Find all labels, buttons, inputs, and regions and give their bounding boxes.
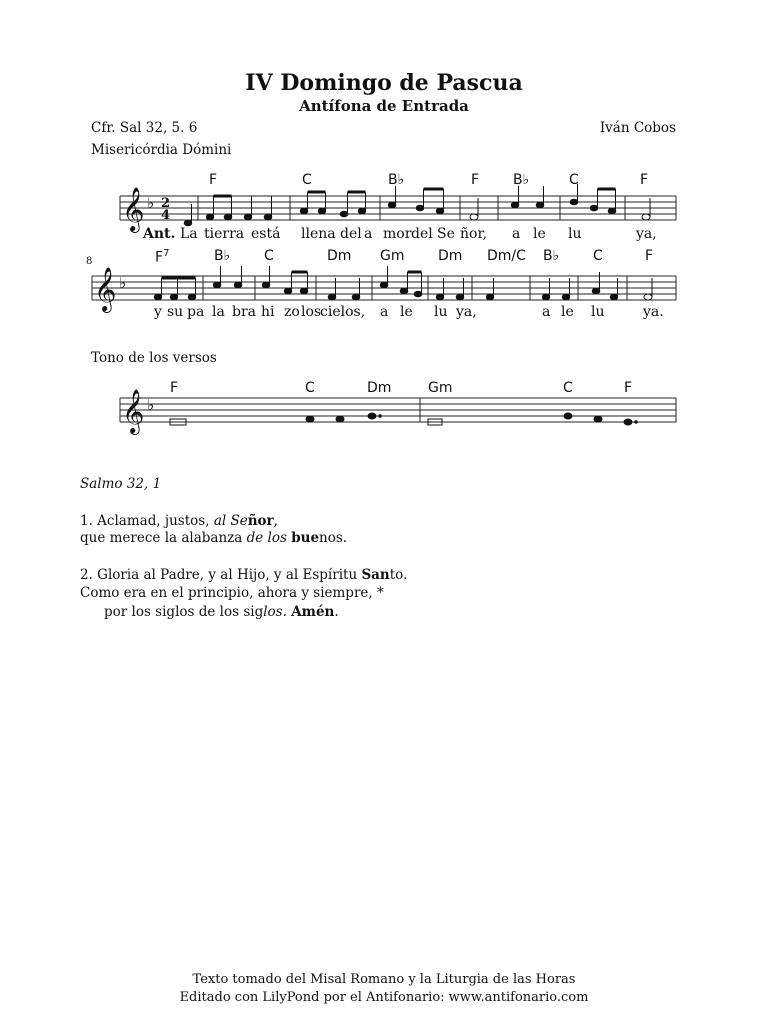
lyric-syllable: del [340, 226, 362, 242]
lyric-syllable: a [380, 304, 389, 320]
verse-text: . [334, 604, 339, 620]
lyric-syllable: bra [232, 304, 257, 320]
lyric-syllable: le [561, 304, 574, 320]
verse-text: to. [389, 567, 408, 583]
svg-text:𝄞: 𝄞 [122, 187, 145, 231]
chord-extension: 7 [163, 248, 170, 259]
chord-symbol: Dm/C [487, 248, 526, 264]
lyric-syllable: ya, [456, 304, 477, 320]
lyric-syllable: ya, [636, 226, 657, 242]
verse-text: 1. Aclamad, justos, [80, 513, 210, 529]
lyric-syllable: tierra [204, 226, 245, 242]
chord-symbol: F [471, 172, 480, 188]
verse-accent: Amén [291, 604, 335, 620]
lyric-syllable: del [411, 226, 433, 242]
svg-text:♭: ♭ [147, 194, 155, 212]
psalm-verse-line [80, 530, 347, 546]
psalm-verse-line: Como era en el principio, ahora y siempre, * [80, 585, 384, 601]
footer-credit: Editado con LilyPond por el Antifonario: www.antifonario.com [179, 990, 589, 1005]
svg-text:♭: ♭ [147, 396, 155, 414]
source-reference: Cfr. Sal 32, 5. 6 [91, 120, 198, 136]
chord-symbol: Dm [327, 248, 352, 264]
svg-text:𝄞: 𝄞 [94, 267, 117, 311]
psalm-verse-line [80, 567, 407, 583]
chord-symbol: C [593, 248, 603, 264]
chord-symbol: B♭ [388, 172, 405, 188]
lyric-syllable: ñor, [460, 226, 488, 242]
verse-text: que merece la alabanza [80, 530, 243, 546]
chord-symbol: C [305, 380, 315, 396]
footer-credit: Texto tomado del Misal Romano y la Liturgia de las Horas [192, 972, 576, 987]
svg-text:𝄞: 𝄞 [122, 389, 145, 433]
svg-text:♭: ♭ [119, 274, 127, 292]
chord-root: F [155, 249, 164, 266]
lyric-syllable: le [400, 304, 413, 320]
verse-italic: los. [263, 604, 287, 620]
verse-accent: bue [291, 530, 320, 546]
chord-symbol: C [563, 380, 573, 396]
psalm-reference: Salmo 32, 1 [80, 476, 162, 492]
measure-number: 8 [86, 256, 93, 267]
lyric-syllable: está [251, 226, 281, 242]
psalm-verse-line [80, 513, 278, 529]
chord-symbol: F [170, 380, 179, 396]
chord-symbol: C [264, 248, 274, 264]
chord-symbol: B♭ [214, 248, 231, 264]
lyric-syllable: su [167, 304, 184, 320]
verse-tone-label: Tono de los versos [91, 350, 217, 366]
lyric-syllable: a [542, 304, 551, 320]
lyric-syllable: ya. [643, 304, 664, 320]
antiphon-label: Ant. [143, 226, 176, 242]
chord-symbol: C [569, 172, 579, 188]
lyric-syllable: lu [434, 304, 448, 320]
verse-text: , [273, 513, 278, 529]
chord-symbol: F [645, 248, 654, 264]
chord-symbol: C [302, 172, 312, 188]
verse-accent: San [361, 567, 390, 583]
lyric-syllable: la [212, 304, 225, 320]
composer: Iván Cobos [599, 120, 676, 136]
lyric-syllable: a [364, 226, 373, 242]
lyric-syllable: La [180, 226, 198, 242]
chord-symbol: Dm [367, 380, 392, 396]
chord-symbol: F [624, 380, 633, 396]
lyric-syllable: lu [568, 226, 582, 242]
chord-symbol: F [209, 172, 218, 188]
verse-accent: ñor [247, 513, 274, 529]
page-title: IV Domingo de Pascua [245, 70, 523, 96]
lyric-syllable: y [154, 304, 162, 320]
lyric-syllable: zo [284, 304, 300, 320]
chord-symbol: Gm [428, 380, 453, 396]
psalm-verse-line [104, 604, 339, 620]
lyric-syllable: le [533, 226, 546, 242]
chord-symbol: F [640, 172, 649, 188]
lyric-syllable: los [301, 304, 322, 320]
svg-text:2: 2 [161, 196, 171, 211]
lyric-syllable: mor [383, 226, 412, 242]
lyric-syllable: pa [187, 304, 205, 320]
lyric-syllable: lu [591, 304, 605, 320]
lyric-syllable: a [512, 226, 521, 242]
chord-symbol: Gm [380, 248, 405, 264]
verse-italic: de los [246, 530, 287, 546]
verse-italic: al Se [213, 513, 248, 529]
verse-text: 2. Gloria al Padre, y al Hijo, y al Espíritu [80, 567, 358, 583]
lyric-syllable: Se [437, 226, 455, 242]
incipit: Misericórdia Dómini [91, 142, 232, 158]
svg-text:4: 4 [161, 208, 171, 223]
lyric-syllable: cielos, [320, 304, 366, 320]
lyric-syllable: hi [261, 304, 275, 320]
page-subtitle: Antífona de Entrada [299, 97, 469, 115]
chord-symbol: Dm [438, 248, 463, 264]
verse-text: nos. [319, 530, 348, 546]
verse-text: por los siglos de los sig [104, 604, 264, 620]
chord-symbol: B♭ [513, 172, 530, 188]
chord-symbol [155, 248, 169, 266]
lyric-syllable: llena [301, 226, 336, 242]
chord-symbol: B♭ [543, 248, 560, 264]
